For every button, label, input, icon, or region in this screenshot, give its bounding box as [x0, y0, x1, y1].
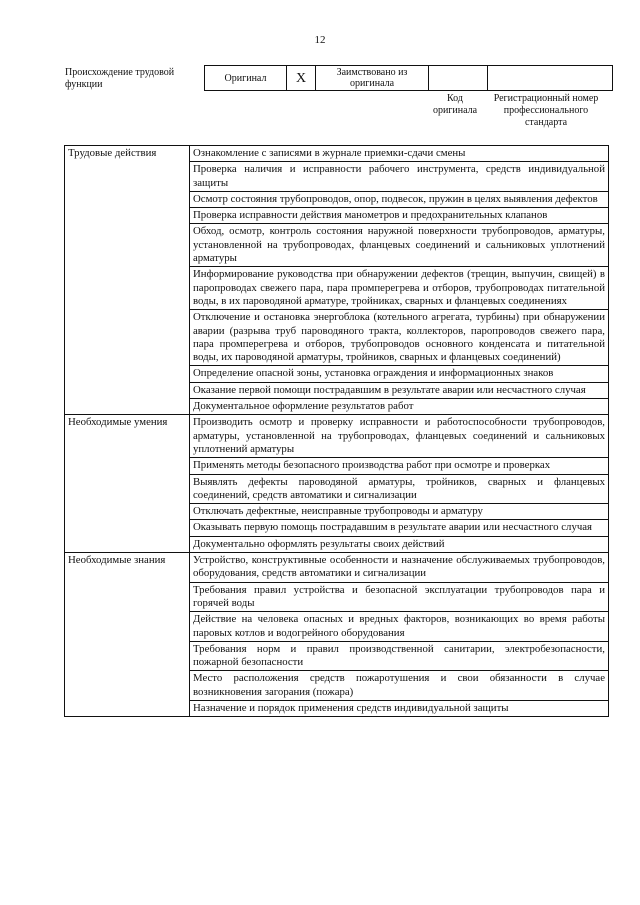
code-caption: Код оригинала	[432, 93, 478, 116]
table-row	[65, 415, 609, 458]
section-item: Ознакомление с записями в журнале приемки-сдачи смены	[190, 146, 609, 162]
origin-code-cell	[429, 66, 488, 91]
section-item: Документально оформлять результаты своих действий	[190, 536, 609, 552]
page-number: 12	[314, 34, 326, 46]
section-item: Назначение и порядок применения средств индивидуальной защиты	[190, 700, 609, 716]
section-item: Место расположения средств пожаротушения и свои обязанности в случае возникновения загорания (пожара)	[190, 671, 609, 701]
section-item: Требования норм и правил производственной санитарии, электробезопасности, пожарной безопасности	[190, 641, 609, 671]
section-item: Осмотр состояния трубопроводов, опор, подвесок, пружин в целях выявления дефектов	[190, 191, 609, 207]
section-item: Отключение и остановка энергоблока (котельного агрегата, турбины) при обнаружении аварии (разрыва труб пароводяного тракта, коллекторов, паропроводов свежего пара, пара промперегрева и отборов, трубопроводов основного конденсата и питательной воды, их пароводяной арматуры, тройников, сварных и фланцевых соединений)	[190, 310, 609, 366]
origin-borrowed-cell: Заимствовано из оригинала	[316, 66, 429, 91]
table-row	[65, 553, 609, 583]
section-title-required-skills: Необходимые умения	[65, 415, 190, 553]
section-title-required-knowledge: Необходимые знания	[65, 553, 190, 717]
function-table	[64, 145, 609, 717]
section-item: Документальное оформление результатов работ	[190, 399, 609, 415]
section-item: Производить осмотр и проверку исправности и работоспособности трубопроводов, арматуры, установленной на трубопроводах, фланцевых соединений и сальниковых уплотнений арматуры	[190, 415, 609, 458]
section-item: Устройство, конструктивные особенности и назначение обслуживаемых трубопроводов, оборудования, средств автоматики и сигнализации	[190, 553, 609, 583]
origin-table	[204, 65, 613, 91]
section-item: Информирование руководства при обнаружении дефектов (трещин, выпучин, свищей) в паропроводах свежего пара, пара промперегрева и отборов, трубопроводах питательной воды, в их пароводяной арматуре, тройниках, сварных и фланцевых соединениях	[190, 267, 609, 310]
section-title-labor-actions: Трудовые действия	[65, 146, 190, 415]
section-item: Оказывать первую помощь пострадавшим в результате аварии или несчастного случая	[190, 520, 609, 536]
section-item: Оказание первой помощи пострадавшим в результате аварии или несчастного случая	[190, 382, 609, 398]
section-item: Выявлять дефекты пароводяной арматуры, тройников, сварных и фланцевых соединений, средств автоматики и сигнализации	[190, 474, 609, 504]
origin-mark-cell: X	[287, 66, 316, 91]
section-item: Проверка исправности действия манометров и предохранительных клапанов	[190, 208, 609, 224]
section-item: Действие на человека опасных и вредных факторов, возникающих во время работы паровых котлов и водогрейного оборудования	[190, 612, 609, 642]
origin-label: Происхождение трудовой функции	[65, 67, 175, 90]
reg-number-caption: Регистрационный номер профессионального стандарта	[493, 93, 599, 128]
table-row	[65, 146, 609, 162]
section-item: Требования правил устройства и безопасной эксплуатации трубопроводов пара и горячей воды	[190, 582, 609, 612]
section-item: Определение опасной зоны, установка ограждения и информационных знаков	[190, 366, 609, 382]
section-item: Отключать дефектные, неисправные трубопроводы и арматуру	[190, 504, 609, 520]
section-item: Применять методы безопасного производства работ при осмотре и проверках	[190, 458, 609, 474]
section-item: Обход, осмотр, контроль состояния наружной поверхности трубопроводов, арматуры, установленной на трубопроводах, фланцевых соединений и сальниковых уплотнений арматуры	[190, 224, 609, 267]
origin-original-cell: Оригинал	[205, 66, 287, 91]
origin-reg-number-cell	[488, 66, 613, 91]
section-item: Проверка наличия и исправности рабочего инструмента, средств индивидуальной защиты	[190, 162, 609, 192]
